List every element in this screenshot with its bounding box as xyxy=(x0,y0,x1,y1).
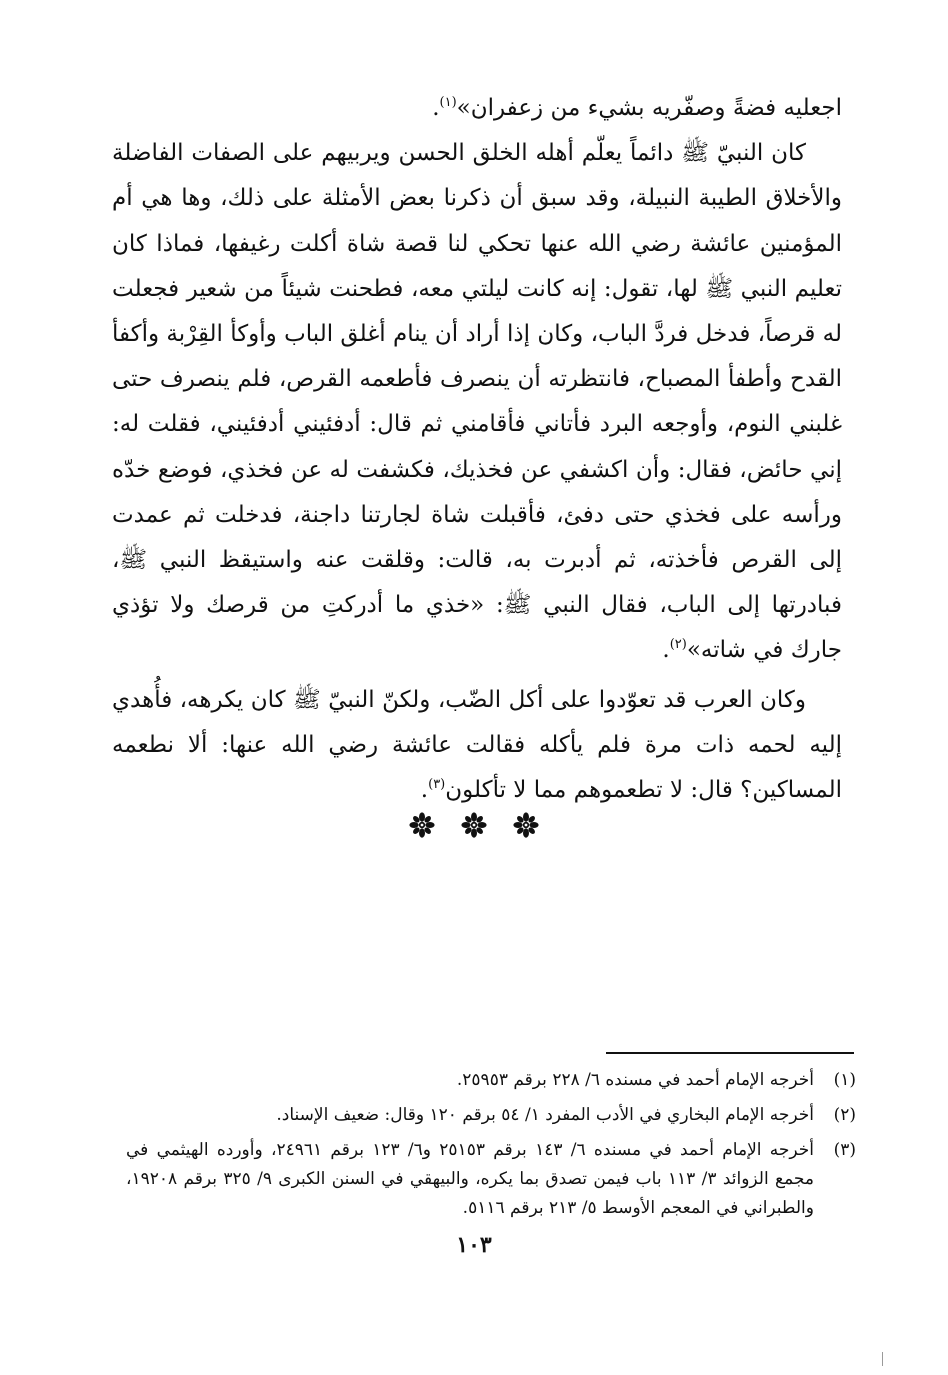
footnote-2 xyxy=(126,1101,856,1130)
section-divider-ornaments xyxy=(0,812,948,838)
page-number: ١٠٣ xyxy=(456,1232,492,1258)
footnote-text: أخرجه الإمام البخاري في الأدب المفرد ١/ ٥٤ برقم ١٢٠ وقال: ضعيف الإسناد. xyxy=(276,1105,814,1125)
opening-line-period: . xyxy=(432,95,440,121)
footnote-number: (٢) xyxy=(833,1105,856,1125)
footnote-ref-3[interactable]: (٣) xyxy=(428,777,446,793)
paragraph-dabb-period: . xyxy=(420,777,429,804)
footnote-number: (٣) xyxy=(833,1140,856,1160)
footnote-separator-rule xyxy=(606,1052,854,1054)
scan-speck xyxy=(882,1352,883,1366)
floral-star-icon xyxy=(409,812,435,838)
footnote-number: (١) xyxy=(833,1070,856,1090)
main-text-block xyxy=(112,86,842,813)
footnote-text: أخرجه الإمام أحمد في مسنده ٦/ ٢٢٨ برقم ٢٥٩٥٣. xyxy=(456,1070,814,1090)
opening-line xyxy=(112,86,842,131)
footnote-1 xyxy=(126,1066,856,1095)
paragraph-dabb xyxy=(112,678,842,814)
opening-line-text: اجعليه فضةً وصفّريه بشيء من زعفران» xyxy=(456,95,842,121)
footnote-ref-2[interactable]: (٢) xyxy=(669,637,687,653)
floral-star-icon xyxy=(461,812,487,838)
paragraph-dabb-text: وكان العرب قد تعوّدوا على أكل الضّب، ولكنّ النبيّ ﷺ كان يكرهه، فأُهدي إليه لحمه ذات مرة فلم يأكله فقالت عائشة رضي الله عنها: ألا نطعمه المساكين؟ قال: لا تطعموهم مما لا تأكلون xyxy=(112,686,842,804)
footnote-ref-1[interactable]: (١) xyxy=(439,95,457,110)
paragraph-aisha-story-text: كان النبيّ ﷺ دائماً يعلّم أهله الخلق الحسن ويربيهم على الصفات الفاضلة والأخلاق الطيبة النبيلة، وقد سبق أن ذكرنا بعض الأمثلة على ذلك، وها هي أم المؤمنين عائشة رضي الله عنها تحكي لنا قصة شاة أكلت رغيفها، فماذا كان تعليم النبي ﷺ لها، تقول: إنه كانت ليلتي معه، فطحنت شيئاً من شعير فجعلت له قرصاً، فدخل فردَّ الباب، وكان إذا أراد أن ينام أغلق الباب وأوكأ القِرْبة وأكفأ القدح وأطفأ المصباح، فانتظرته أن ينصرف فأطعمه القرص، فلم ينصرف حتى غلبني النوم، وأوجعه البرد فأتاني فأقامني ثم قال: أدفئيني أدفئيني، فقلت له: إني حائض، فقال: وأن اكشفي عن فخذيك، فكشفت له عن فخذي، فوضع خدّه ورأسه على فخذي حتى دفئ، فأقبلت شاة لجارتنا داجنة، فدخلت ثم عمدت إلى القرص فأخذته، ثم أدبرت به، قالت: وقلقت عنه واستيقظ النبي ﷺ، فبادرتها إلى الباب، فقال النبي ﷺ: «خذي ما أدركتِ من قرصك ولا تؤذي جارك في شاته» xyxy=(112,140,842,664)
floral-star-icon xyxy=(513,812,539,838)
footnotes-section xyxy=(126,1066,856,1229)
footnote-3 xyxy=(126,1136,856,1223)
paragraph-aisha-story xyxy=(112,131,842,673)
paragraph-aisha-story-period: . xyxy=(662,637,670,664)
footnote-text: أخرجه الإمام أحمد في مسنده ٦/ ١٤٣ برقم ٢٥١٥٣ و٦/ ١٢٣ برقم ٢٤٩٦١، وأورده الهيثمي في مجمع الزوائد ٣/ ١١٣ باب فيمن تصدق بما يكره، والبيهقي في السنن الكبرى ٩/ ٣٢٥ برقم ١٩٢٠٨، والطبراني في المعجم الأوسط ٥/ ٢١٣ برقم ٥١١٦. xyxy=(126,1140,815,1218)
